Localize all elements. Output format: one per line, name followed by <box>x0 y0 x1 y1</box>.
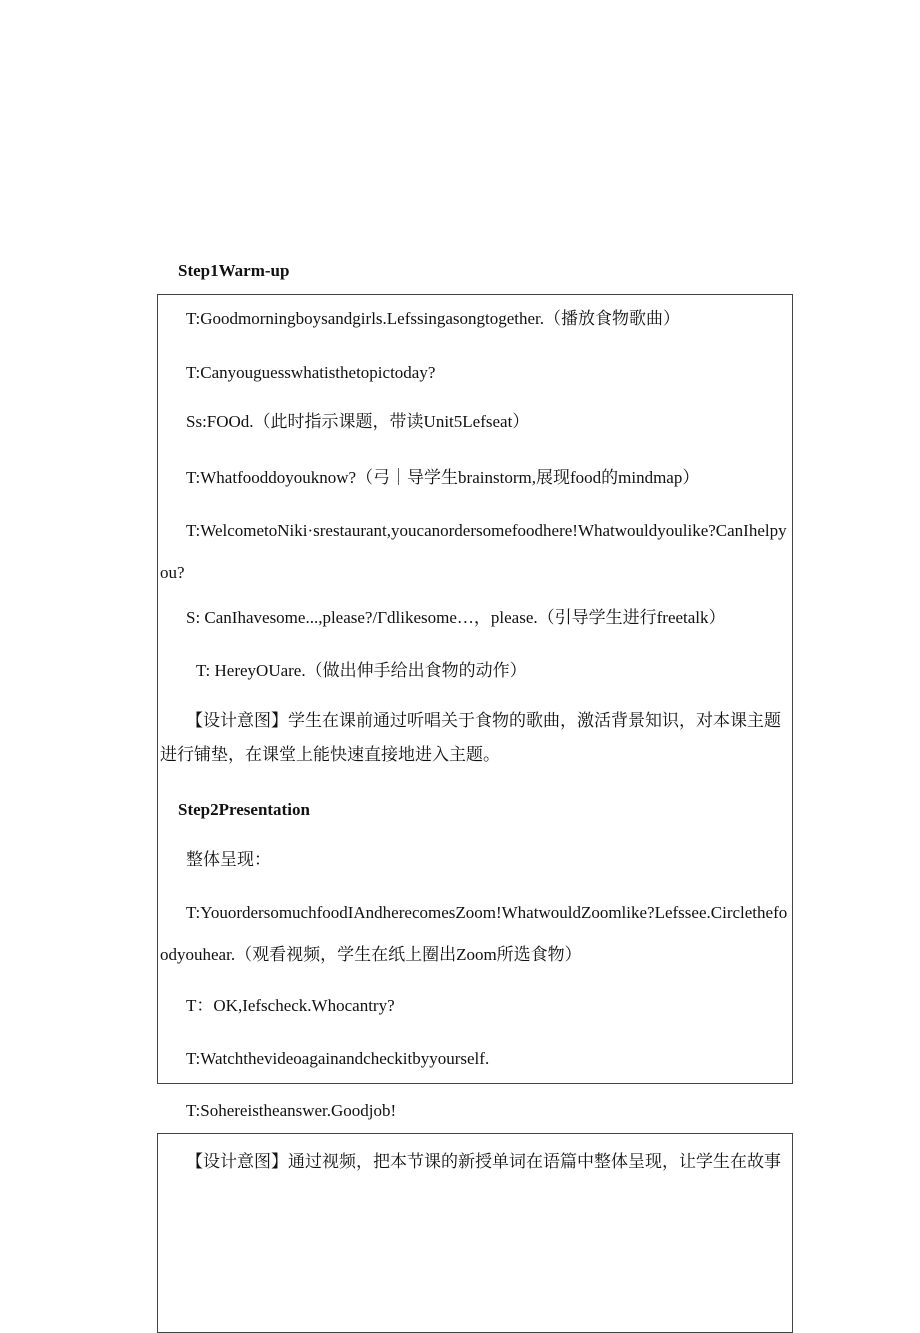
step1-line-3: Ss:FOOd.（此时指示课题，带读Unit5Lefseat） <box>186 412 530 431</box>
step1-line-4: T:Whatfooddoyouknow?（弓｜导学生brainstorm,展现food的mindmap） <box>186 468 700 487</box>
step1-line-1: T:Goodmorningboysandgirls.Lefssingasongtogether.（播放食物歌曲） <box>186 309 680 328</box>
step2-line-2: T:YouordersomuchfoodIAndherecomesZoom!WhatwouldZoomlike?Lefssee.Circlethefoodyouhear.（观看视频，学生在纸上圈出Zoom所选食物） <box>160 903 788 964</box>
step1-line-2: T:Canyouguesswhatisthetopictoday? <box>186 363 436 382</box>
step1-heading: Step1Warm-up <box>178 261 290 280</box>
step1-line-6: S: CanIhavesome...,please?/Γdlikesome…，please.（引导学生进行freetalk） <box>186 608 726 627</box>
step2-heading: Step2Presentation <box>178 800 310 819</box>
step1-design-intent: 【设计意图】学生在课前通过听唱关于食物的歌曲，激活背景知识，对本课主题进行铺垫，在课堂上能快速直接地进入主题。 <box>160 711 781 764</box>
step1-line-5: T:WelcometoNiki·srestaurant,youcanordersomefoodhere!Whatwouldyoulike?CanIhelpyou? <box>160 521 787 582</box>
step2-line-4: T:Watchthevideoagainandcheckitbyyourself. <box>186 1049 490 1068</box>
step2-line-1: 整体呈现： <box>186 850 271 869</box>
after-design-intent: 【设计意图】通过视频，把本节课的新授单词在语篇中整体呈现，让学生在故事 <box>186 1152 781 1171</box>
step2-line-3: T：OK,Iefscheck.Whocantry? <box>186 996 395 1015</box>
after-line: T:Sohereistheanswer.Goodjob! <box>186 1101 397 1120</box>
step1-line-7: T: HereyOUare.（做出伸手给出食物的动作） <box>196 661 527 680</box>
